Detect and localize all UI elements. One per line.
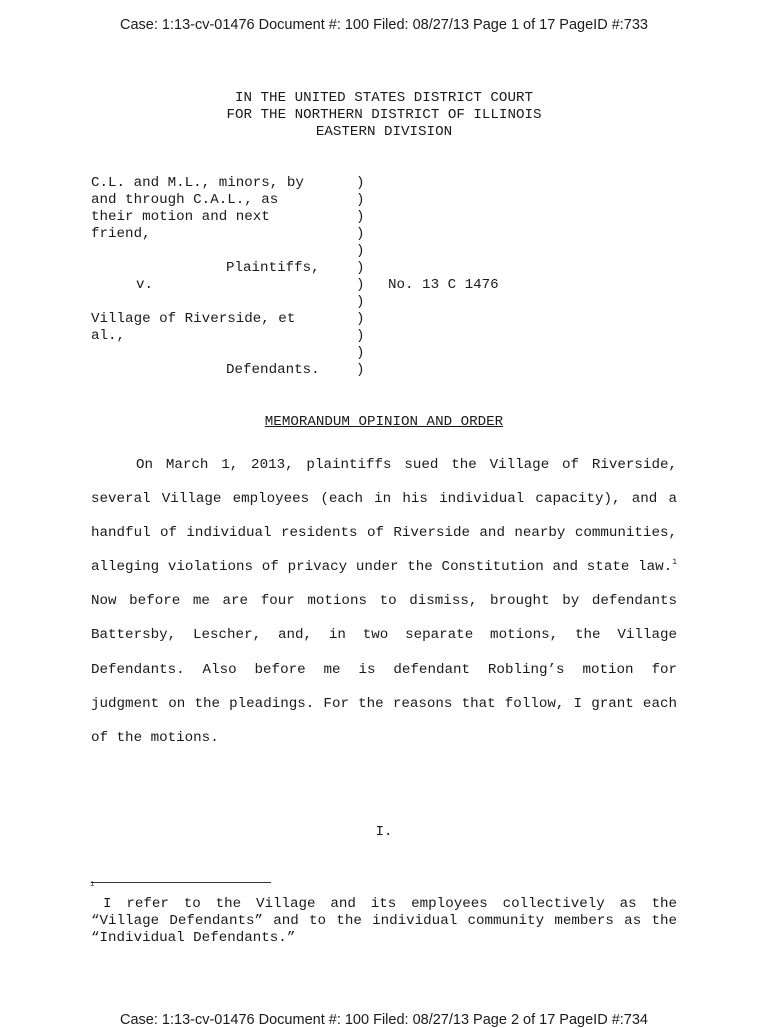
- plaintiff-line-1: C.L. and M.L., minors, by: [91, 175, 304, 191]
- court-heading: [0, 90, 768, 141]
- caption-paren: ): [356, 345, 365, 361]
- court-heading-line-1: IN THE UNITED STATES DISTRICT COURT: [235, 90, 533, 106]
- footnote-reference: 1: [672, 558, 677, 568]
- footnote-text: I refer to the Village and its employees collectively as the “Village Defendants” and to the individual community members as the “Individual Defendants.”: [91, 896, 677, 946]
- document-title: [0, 414, 768, 430]
- plaintiff-line-2: and through C.A.L., as: [91, 192, 279, 208]
- footnote-marker: 1: [90, 881, 95, 889]
- case-number: No. 13 C 1476: [388, 277, 499, 293]
- caption-paren: ): [356, 294, 365, 310]
- opening-paragraph: [91, 448, 677, 755]
- plaintiff-line-3: their motion and next: [91, 209, 270, 225]
- defendant-line-1: Village of Riverside, et: [91, 311, 296, 327]
- plaintiffs-label: Plaintiffs,: [226, 260, 320, 276]
- plaintiff-line-4: friend,: [91, 226, 151, 242]
- caption-paren: ): [356, 362, 365, 378]
- caption-paren: ): [356, 328, 365, 344]
- caption-paren: ): [356, 175, 365, 191]
- document-title-text: MEMORANDUM OPINION AND ORDER: [264, 414, 504, 430]
- court-heading-line-3: EASTERN DIVISION: [315, 124, 453, 140]
- caption-paren: ): [356, 277, 365, 293]
- next-page-header-stamp: Case: 1:13-cv-01476 Document #: 100 Filed: 08/27/13 Page 2 of 17 PageID #:734: [120, 1012, 648, 1028]
- case-header-stamp: Case: 1:13-cv-01476 Document #: 100 Filed: 08/27/13 Page 1 of 17 PageID #:733: [120, 17, 648, 33]
- paragraph-text-part-2: Now before me are four motions to dismiss, brought by defendants Battersby, Lescher, and, in two separate motions, the Village Defendants. Also before me is defendant Robling’s motion for judgment on the pleadings. For the reasons that follow, I grant each of the motions.: [91, 593, 677, 746]
- caption-paren: ): [356, 209, 365, 225]
- footnote-divider: [91, 882, 271, 883]
- caption-paren: ): [356, 226, 365, 242]
- defendant-line-2: al.,: [91, 328, 126, 344]
- caption-paren: ): [356, 192, 365, 208]
- court-heading-line-2: FOR THE NORTHERN DISTRICT OF ILLINOIS: [226, 107, 542, 123]
- paragraph-text-part-1: On March 1, 2013, plaintiffs sued the Village of Riverside, several Village employees (each in his individual capacity), and a handful of individual residents of Riverside and nearby communities, alleging violations of privacy under the Constitution and state law.: [91, 457, 677, 576]
- caption-paren: ): [356, 311, 365, 327]
- versus-label: v.: [136, 277, 154, 293]
- caption-paren: ): [356, 243, 365, 259]
- section-heading: I.: [375, 824, 393, 840]
- caption-paren: ): [356, 260, 365, 276]
- defendants-label: Defendants.: [226, 362, 320, 378]
